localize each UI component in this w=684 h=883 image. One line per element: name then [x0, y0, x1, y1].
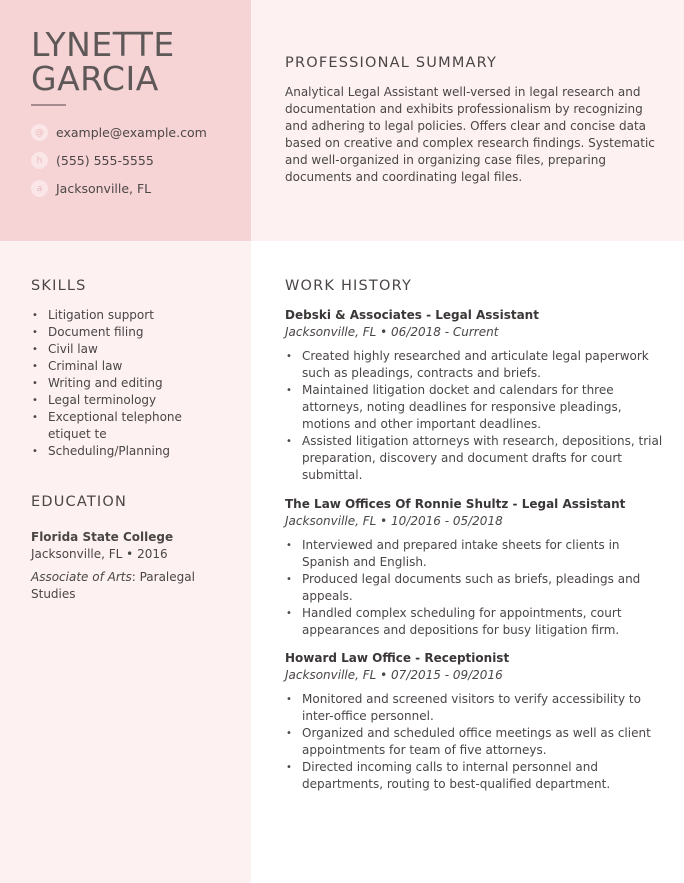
degree-name: Associate of Arts: [31, 570, 132, 584]
phone-icon: h: [31, 152, 48, 169]
job-title: The Law Offices Of Ronnie Shultz - Legal Assistant: [285, 497, 626, 511]
job-bullet: • Organized and scheduled office meetings as well as client appointments for team of five attorneys.: [285, 725, 665, 759]
skill-item: • Scheduling/Planning: [31, 443, 221, 460]
job-bullets: [285, 691, 665, 793]
job-title: Debski & Associates - Legal Assistant: [285, 308, 539, 322]
job-bullet: • Directed incoming calls to internal personnel and departments, routing to best-qualified department.: [285, 759, 665, 793]
summary-heading: PROFESSIONAL SUMMARY: [285, 55, 498, 71]
first-name: LYNETTE: [31, 25, 175, 64]
degree-field: : Paralegal Studies: [31, 570, 195, 601]
job-meta: Jacksonville, FL • 10/2016 - 05/2018: [285, 514, 503, 528]
job-bullet: • Interviewed and prepared intake sheets for clients in Spanish and English.: [285, 537, 665, 571]
skill-item: • Criminal law: [31, 358, 221, 375]
skill-item: • Litigation support: [31, 307, 221, 324]
skill-item: • Document filing: [31, 324, 221, 341]
contact-phone[interactable]: [31, 152, 154, 169]
job-bullet: • Maintained litigation docket and calendars for three attorneys, noting deadlines for responsive pleadings, motions and other important deadlines.: [285, 382, 665, 433]
job-bullets: [285, 537, 665, 639]
skill-item: • Legal terminology: [31, 392, 221, 409]
location-icon: a: [31, 180, 48, 197]
education-year: 2016: [137, 547, 168, 561]
candidate-name: [31, 25, 175, 98]
job-bullet: • Monitored and screened visitors to verify accessibility to inter-office personnel.: [285, 691, 665, 725]
contact-email-text: example@example.com: [56, 125, 207, 140]
education-separator: •: [126, 547, 134, 561]
job-bullet: • Handled complex scheduling for appointments, court appearances and depositions for busy litigation firm.: [285, 605, 665, 639]
skill-item: • Civil law: [31, 341, 221, 358]
last-name: GARCIA: [31, 59, 159, 98]
job-entry: [285, 650, 665, 793]
contact-location-text: Jacksonville, FL: [56, 181, 152, 196]
contact-email[interactable]: [31, 124, 207, 141]
job-entry: [285, 307, 665, 484]
skill-item: • Exceptional telephone etiquet te: [31, 409, 221, 443]
job-title: Howard Law Office - Receptionist: [285, 651, 510, 665]
education-meta: [31, 547, 168, 561]
job-bullet: • Created highly researched and articulate legal paperwork such as pleadings, contracts and briefs.: [285, 348, 665, 382]
job-entry: [285, 496, 665, 639]
job-meta: Jacksonville, FL • 07/2015 - 09/2016: [285, 668, 503, 682]
name-divider: [31, 104, 66, 106]
skill-item: • Writing and editing: [31, 375, 221, 392]
education-heading: EDUCATION: [31, 494, 128, 510]
job-bullet: • Assisted litigation attorneys with research, depositions, trial preparation, discovery and document drafts for court submittal.: [285, 433, 665, 484]
skills-heading: SKILLS: [31, 278, 87, 294]
job-meta: Jacksonville, FL • 06/2018 - Current: [285, 325, 499, 339]
work-heading: WORK HISTORY: [285, 278, 413, 294]
job-bullets: [285, 348, 665, 484]
email-icon: @: [31, 124, 48, 141]
contact-location: [31, 180, 151, 197]
education-school: Florida State College: [31, 530, 174, 544]
education-location: Jacksonville, FL: [31, 547, 123, 561]
contact-phone-text: (555) 555-5555: [56, 153, 154, 168]
education-degree: [31, 569, 221, 603]
skills-list: [31, 307, 221, 460]
summary-text: Analytical Legal Assistant well-versed in legal research and documentation and exhibits professionalism by recognizing and adhering to legal policies. Offers clear and concise data based on creative and complex research findings. Systematic and well-organized in organizing case files, preparing documents and coordinating legal files.: [285, 85, 655, 184]
job-bullet: • Produced legal documents such as briefs, pleadings and appeals.: [285, 571, 665, 605]
